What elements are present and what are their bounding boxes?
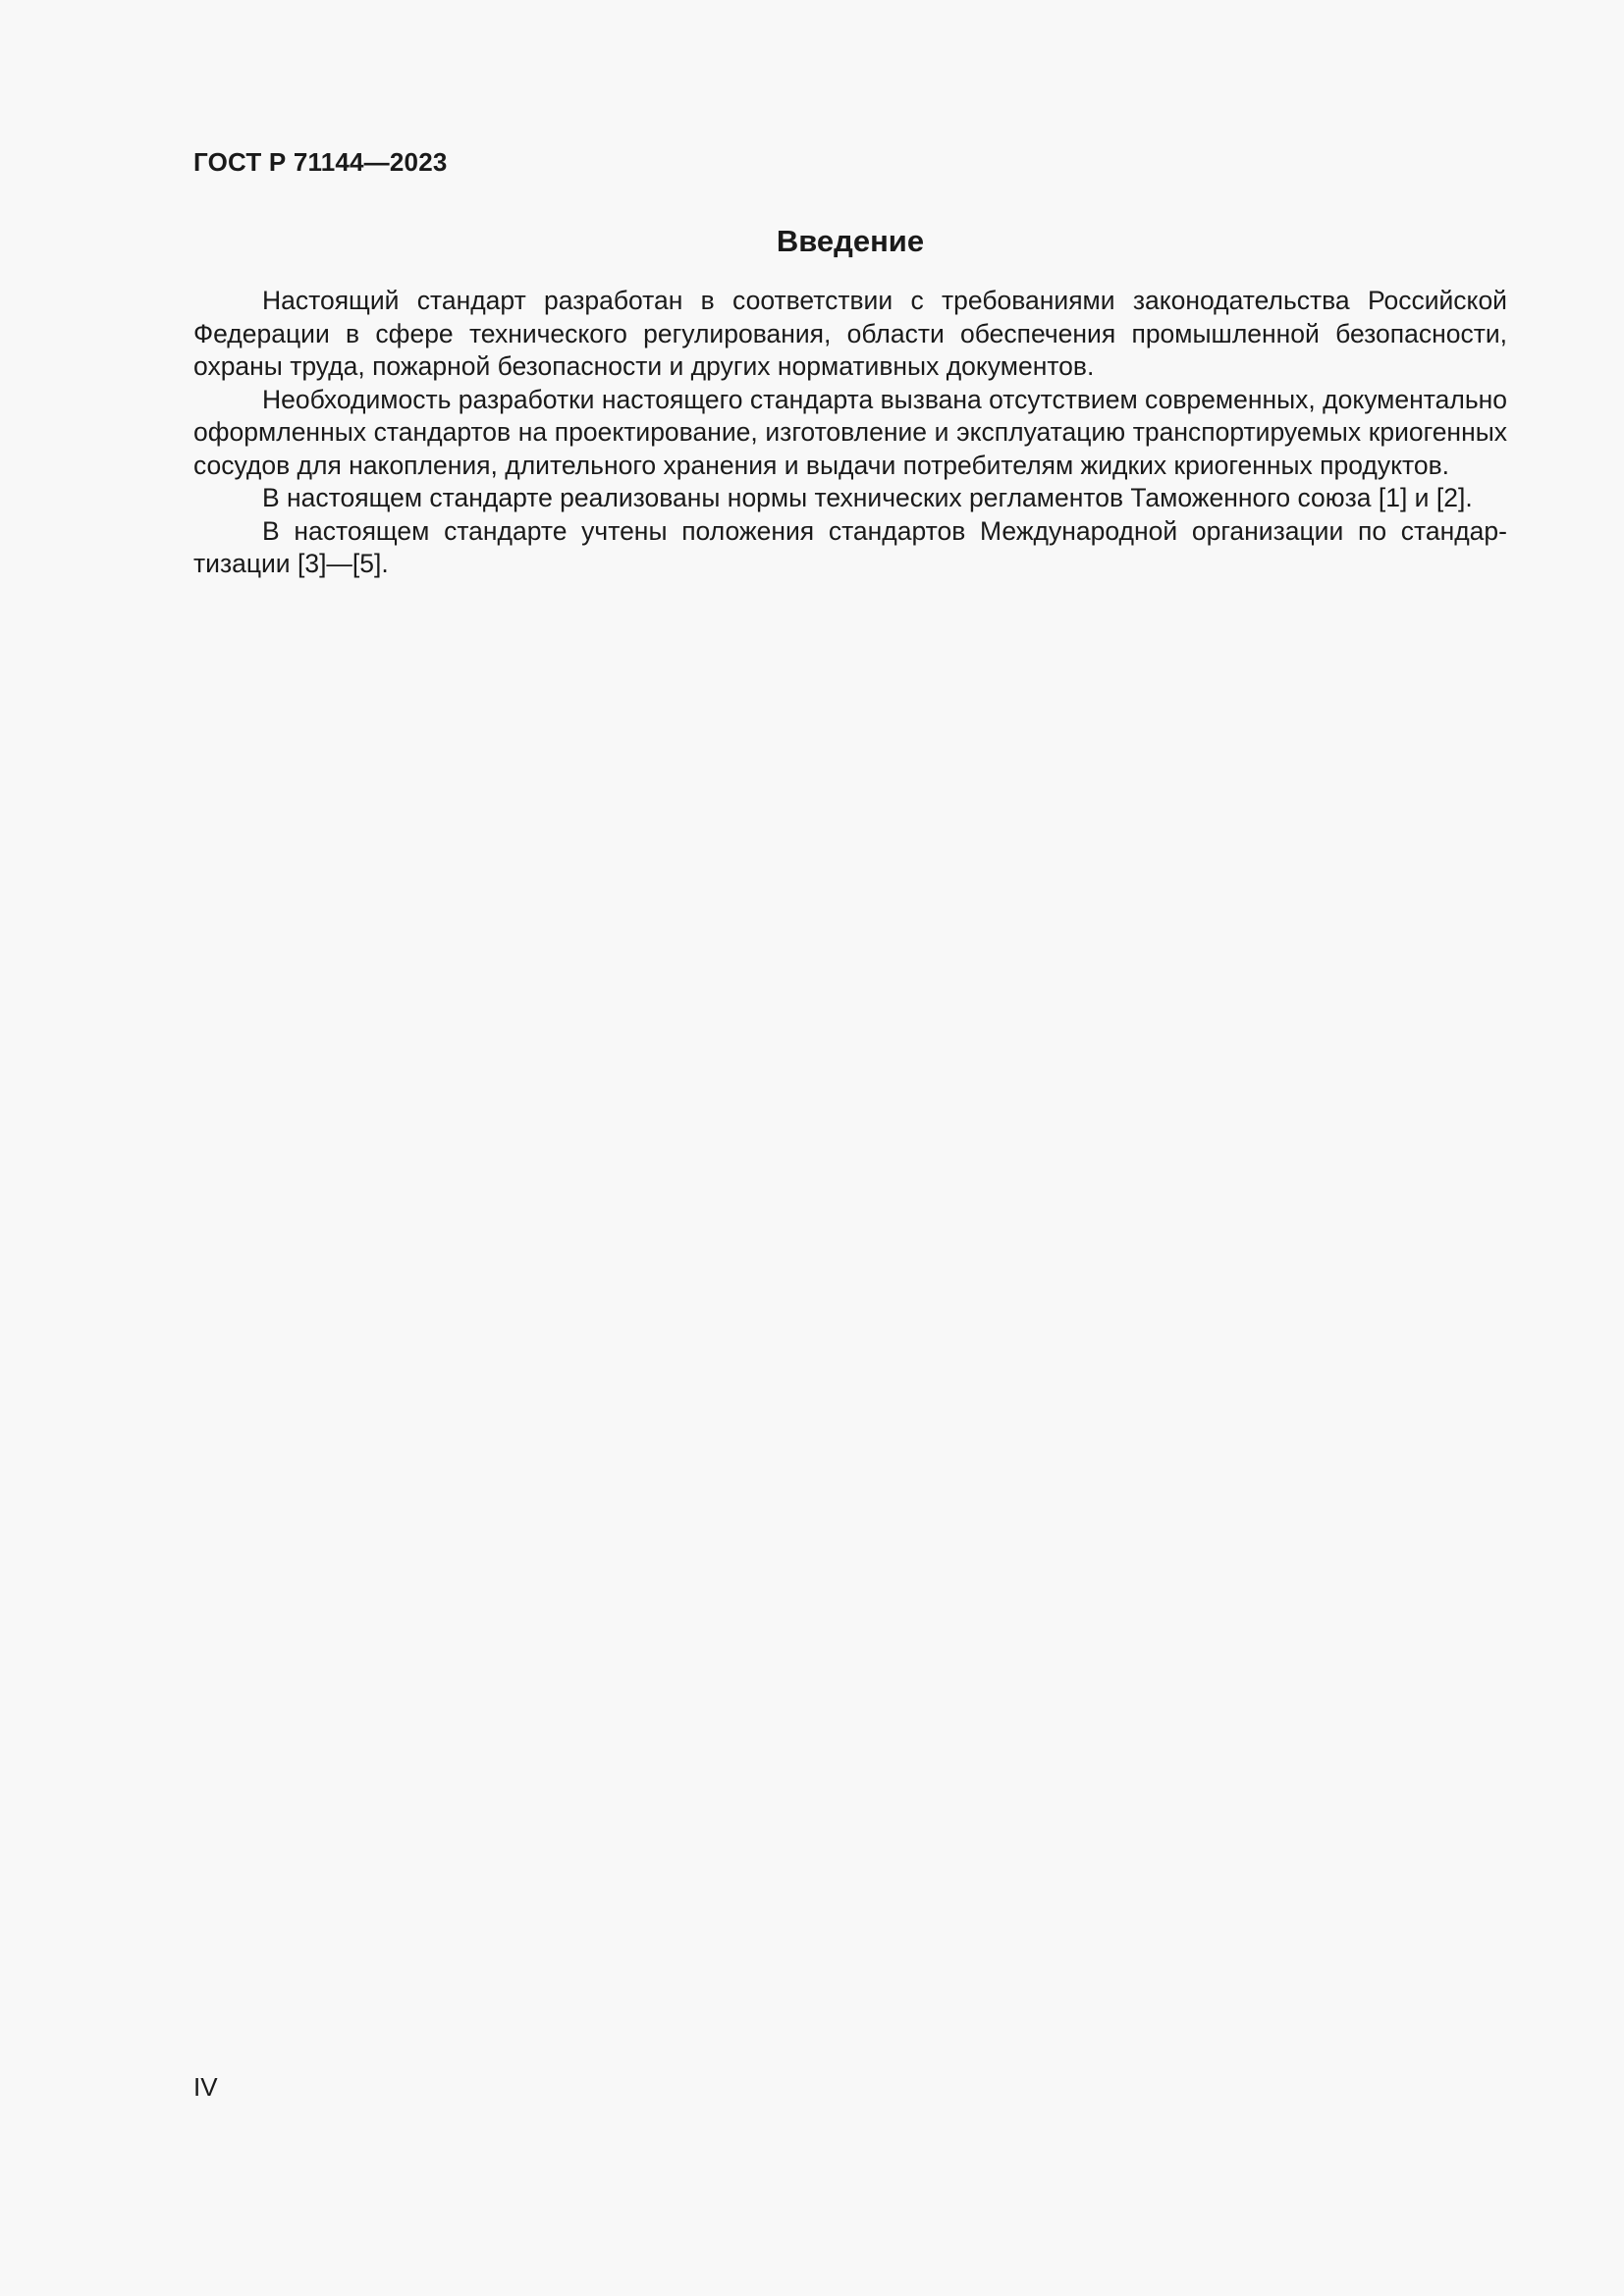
page-number: IV <box>193 2072 218 2102</box>
paragraph-1: Настоящий стандарт разработан в соответствии с требованиями законодательства Российской Федерации в сфере технического регулирования, области обеспечения промышленной безопасности, охраны труда, пожарной безопасности и других нормативных документов. <box>193 286 1507 381</box>
paragraph-2: Необходимость разработки настоящего стандарта вызвана отсутствием современных, документально оформленных стандартов на проектирование, изготовление и эксплуатацию транспортируемых криогенных сосудов для накопления, длительного хранения и выдачи потребителям жидких криогенных продуктов. <box>193 384 1507 480</box>
paragraph-3: В настоящем стандарте реализованы нормы технических регламентов Таможенного союза [1] и [2]. <box>262 483 1473 512</box>
section-title: Введение <box>776 224 925 258</box>
document-code-header: ГОСТ Р 71144—2023 <box>193 147 448 177</box>
paragraph-4: В настоящем стандарте учтены положения стандартов Международной организации по стандартизации [3]—[5]. <box>193 515 1507 578</box>
section-body <box>193 285 1507 581</box>
